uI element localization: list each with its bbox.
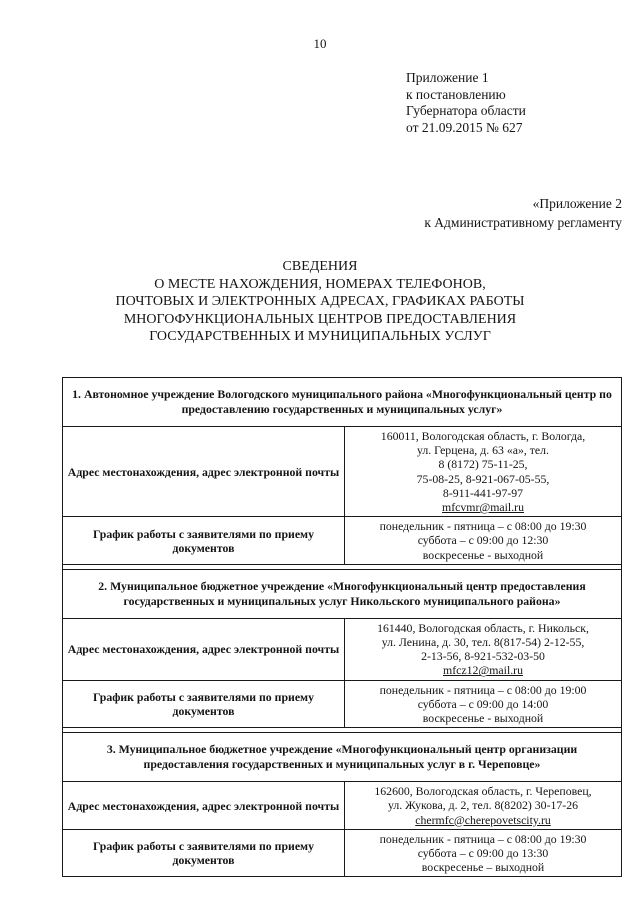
email-link[interactable]: chermfc@cherepovetscity.ru [415, 812, 551, 827]
title-line: ГОСУДАРСТВЕННЫХ И МУНИЦИПАЛЬНЫХ УСЛУГ [149, 329, 491, 344]
title-line: СВЕДЕНИЯ [282, 259, 358, 274]
center-3-header: 3. Муниципальное бюджетное учреждение «Многофункциональный центр организации предоставления государственных и муниципальных услуг в г. Череповце» [63, 733, 622, 782]
center-2-schedule-label: График работы с заявителями по приему документов [63, 680, 345, 728]
schedule-line: суббота – с 09:00 до 14:00 [417, 696, 549, 711]
center-1-schedule-value [345, 517, 622, 565]
appendix-1-line: Губернатора области [406, 103, 526, 118]
page-number: 10 [313, 36, 327, 51]
appendix-1-block [406, 70, 526, 136]
center-2-address-value [345, 618, 622, 680]
center-3-address-row [63, 782, 622, 830]
schedule-line: воскресенье - выходной [422, 711, 544, 726]
center-3-address-value [345, 782, 622, 830]
center-2-header-row [63, 569, 622, 618]
appendix-2-block [424, 194, 622, 232]
address-line: 160011, Вологодская область, г. Вологда, [380, 429, 586, 443]
center-2-address-row [63, 618, 622, 680]
center-2-schedule-value [345, 680, 622, 728]
schedule-line: воскресенье - выходной [422, 547, 544, 562]
schedule-line: суббота – с 09:00 до 12:30 [417, 533, 549, 548]
address-line: 8 (8172) 75-11-25, [438, 457, 528, 472]
address-line: 161440, Вологодская область, г. Никольск, [377, 620, 589, 635]
appendix-1-line: от 21.09.2015 № 627 [406, 119, 523, 135]
schedule-line: воскресенье – выходной [421, 860, 545, 875]
appendix-1-line: к постановлению [406, 86, 506, 102]
email-link[interactable]: mfcvmr@mail.ru [442, 500, 524, 515]
center-3-address-label: Адрес местонахождения, адрес электронной почты [63, 782, 345, 830]
schedule-line: понедельник - пятница – с 08:00 до 19:00 [379, 682, 587, 697]
appendix-2-line: «Приложение 2 [532, 196, 622, 211]
center-2-schedule-row [63, 680, 622, 728]
center-3-schedule-label: График работы с заявителями по приему документов [63, 829, 345, 877]
center-1-header-row [63, 378, 622, 427]
address-line: ул. Ленина, д. 30, тел. 8(817-54) 2-12-55, [381, 635, 585, 650]
email-link[interactable]: mfcz12@mail.ru [443, 663, 523, 678]
appendix-1-line: Приложение 1 [406, 70, 489, 85]
schedule-line: понедельник - пятница – с 08:00 до 19:30 [379, 831, 587, 846]
title-line: О МЕСТЕ НАХОЖДЕНИЯ, НОМЕРАХ ТЕЛЕФОНОВ, [154, 276, 486, 292]
center-1-address-label: Адрес местонахождения, адрес электронной почты [63, 427, 345, 517]
address-line: 2-13-56, 8-921-532-03-50 [421, 649, 545, 664]
schedule-line: суббота – с 09:00 до 13:30 [417, 846, 549, 861]
document-title [0, 258, 640, 346]
center-2-address-label: Адрес местонахождения, адрес электронной почты [63, 618, 345, 680]
address-line: 8-911-441-97-97 [442, 485, 524, 500]
centers-table [62, 377, 622, 877]
appendix-2-line: к Административному регламенту [424, 215, 622, 230]
schedule-line: понедельник - пятница – с 08:00 до 19:30 [379, 519, 587, 534]
title-line: МНОГОФУНКЦИОНАЛЬНЫХ ЦЕНТРОВ ПРЕДОСТАВЛЕНИЯ [123, 311, 517, 327]
center-1-address-value [345, 427, 622, 517]
center-2-header: 2. Муниципальное бюджетное учреждение «Многофункциональный центр предоставления государственных и муниципальных услуг Никольского муниципального района» [63, 569, 622, 618]
center-3-header-row [63, 733, 622, 782]
center-1-address-row [63, 427, 622, 517]
address-line: ул. Жукова, д. 2, тел. 8(8202) 30-17-26 [387, 798, 579, 813]
address-line: 162600, Вологодская область, г. Череповец, [374, 784, 592, 799]
address-line: 75-08-25, 8-921-067-05-55, [416, 471, 550, 486]
center-3-schedule-row [63, 829, 622, 877]
title-line: ПОЧТОВЫХ И ЭЛЕКТРОННЫХ АДРЕСАХ, ГРАФИКАХ РАБОТЫ [115, 294, 525, 309]
address-line: ул. Герцена, д. 63 «а», тел. [416, 443, 550, 458]
center-3-schedule-value [345, 829, 622, 877]
center-1-schedule-label: График работы с заявителями по приему документов [63, 517, 345, 565]
center-1-header: 1. Автономное учреждение Вологодского муниципального района «Многофункциональный центр по предоставлению государственных и муниципальных услуг» [63, 378, 622, 427]
center-1-schedule-row [63, 517, 622, 565]
